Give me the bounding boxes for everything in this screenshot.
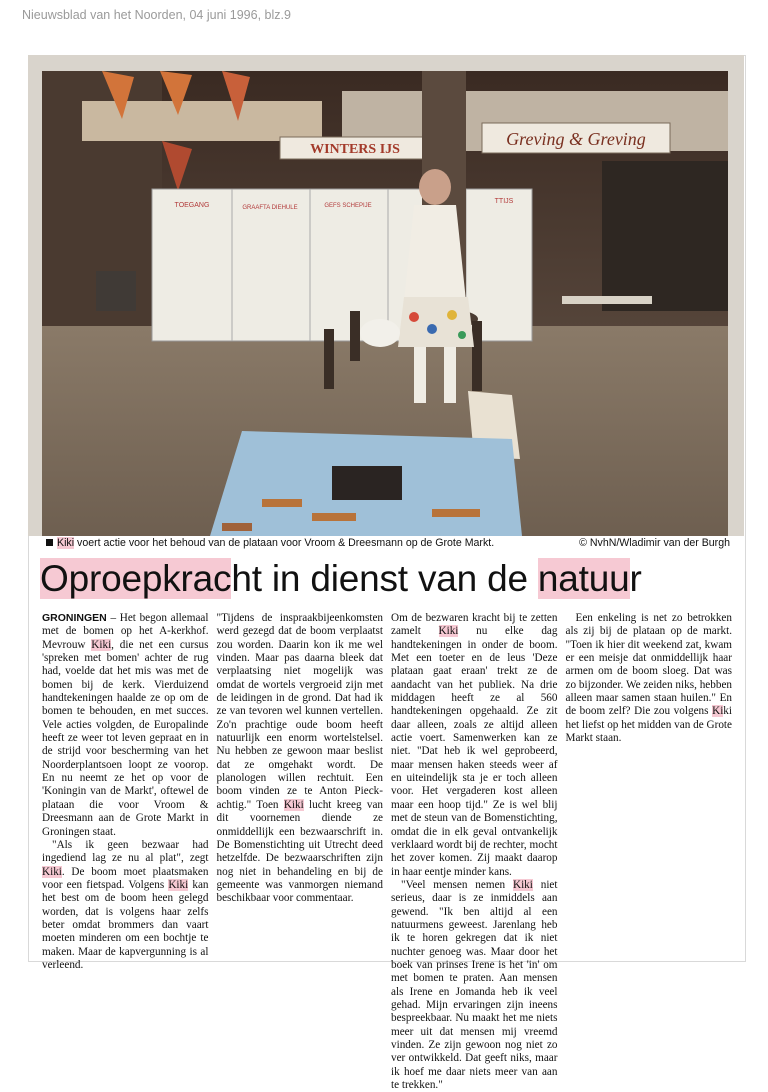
text-run: ki: [723, 705, 732, 718]
text-run: niet serieus, daar is ze inmiddels aan gewend. "Ik ben altijd al een natuurmens geweest. Jarenlang heb ik te horen gekregen dat ik niet nuchter genoeg was. Maar door het boek van prinses Irene is het 'in' om met bomen te praten. Aan mensen als Irene en Jomanda heb ik veel gehad. Mijn ervaringen zijn ineens bespreekbaar. Nu maakt het me niets meer uit dat mensen mij vreemd vinden. Ze zijn gewoon nog niet zo ver ontwikkeld. Dat geeft niks, maar ik hoef me daar niets meer van aan te trekken.": [391, 878, 558, 1092]
woman-skirt: [398, 297, 474, 347]
right-storefront: [602, 161, 728, 311]
text-run: "Als ik geen bezwaar had ingediend lag ze nu al plat", zegt: [42, 838, 209, 865]
panel-word-4: TTIJS: [494, 198, 514, 205]
skirt-dot-3: [447, 310, 457, 320]
caption-name: Kiki: [57, 537, 75, 549]
name-highlight: Ki: [712, 705, 724, 718]
bicycles: [96, 271, 136, 311]
paragraph: [42, 839, 209, 972]
brick-2: [312, 513, 356, 521]
paragraph: [42, 612, 209, 839]
headline-highlight-1: Oproepkrac: [40, 558, 232, 599]
headline: [40, 556, 740, 602]
text-run: "Tijdens de inspraakbijeenkomsten werd gezegd dat de boom verplaatst zou worden. Daarin kon ik me wel vinden. Maar pas daarna bleek dat verplaatsing niet mogelijk was omdat de wortels vergroeid zijn met de leidingen in de grond. Dat had ik ze van tevoren wel kunnen vertellen. Zo'n prachtige oude boom heeft natuurlijk een enorm wortelstelsel. Nu hebben ze gewoon maar beslist dat ze omgehakt wordt. De planologen willen rechtuit. Een boom vinden ze te Anton Pieck-achtig." Toen: [216, 612, 383, 811]
paragraph: [391, 612, 558, 879]
post-mid: [350, 311, 360, 361]
name-highlight: Kiki: [91, 638, 112, 651]
text-run: het liefst op het midden van de Grote Markt staan.: [565, 718, 732, 745]
text-run: lucht kreeg van dit voornemen diende ze onmiddellijk een bezwaarschrift in. De Bomenstichting uit Utrecht deed hetzelfde. De bezwaarschriften zijn nog niet in behandeling en bij de gemeente was vanmorgen niemand beschikbaar voor commentaar.: [216, 798, 384, 905]
photo-credit: © NvhN/Wladimir van der Burgh: [579, 537, 730, 549]
megaphone: [360, 319, 400, 347]
paragraph: [391, 879, 558, 1092]
text-run: Een enkeling is net zo betrokken als zij bij de plataan op de markt. "Toen ik hier dit weekend zat, kwam er een meisje dat onmiddellijk haar armen om de boom sloeg. Dat was zo bijzonder. We zeiden niks, hebben alleen maar samen staan huilen." En de boom zelf? Die zou volgens: [565, 612, 732, 718]
photo-frame: [28, 55, 744, 536]
text-run: – Het begon allemaal met de bomen op het A-kerkhof. Mevrouw: [42, 612, 209, 651]
brick-3: [432, 509, 480, 517]
skirt-dot-4: [458, 331, 466, 339]
name-highlight: Kiki: [438, 625, 459, 638]
photo-illustration: [42, 71, 728, 536]
headline-highlight-2: natuu: [537, 558, 630, 599]
text-run: nu elke dag handtekeningen in onder de boom. Met een toeter en de leus 'Deze plataan gaat eraan' trekt ze de aandacht van het publiek. Na drie middagen heeft ze al 560 handtekeningen opgehaald. Ze zit daar alleen, zoals ze altijd alleen actie voert. Samenwerken kan ze niet. "Dat heb ik wel geprobeerd, maar mensen haken steeds weer af en uiteindelijk sta je er toch alleen voor. Het vergaderen kost alleen maar een hoop tijd." Ze is wel blij met de steun van de Bomenstichting, omdat die in elk geval ontvankelijk verklaard wordt bij de rechter, mocht het zover komen. Zij maakt daarop in haar eentje minder kans.: [391, 625, 558, 878]
panel-word-1: TOEGANG: [174, 202, 210, 209]
caption-bullet: [46, 539, 53, 546]
photo-caption: [46, 537, 736, 553]
post-right: [472, 321, 482, 391]
woman-head: [419, 169, 451, 205]
woman-leg-right: [444, 347, 456, 403]
woman-sweater: [404, 205, 466, 301]
article-column-3: [391, 612, 558, 1092]
paragraph: [566, 612, 733, 745]
article-body: [42, 612, 732, 1092]
text-run: kan het best om de boom heen gelegd worden, dat is volgens haar zelfs beter omdat brommers dan vaart moeten minderen om een bochtje te maken. Maar de kapvergunning is al verleend.: [42, 878, 209, 971]
text-run: Om de bezwaren kracht bij te zetten zamelt: [391, 612, 558, 638]
headline-text-1: ht in dienst van de: [231, 558, 538, 599]
panel-word-2: GRAAFTA DIEHULE: [242, 205, 298, 211]
ice-sign-text: WINTERS IJS: [310, 142, 400, 157]
article-column-2: [217, 612, 384, 1092]
article-column-4: [566, 612, 733, 1092]
skirt-dot-2: [427, 324, 437, 334]
paragraph: [217, 612, 384, 906]
text-run: "Veel mensen nemen: [401, 878, 513, 891]
woman-leg-left: [414, 347, 426, 403]
dateline: GRONINGEN: [42, 612, 107, 624]
shop-sign-text: Greving & Greving: [506, 129, 646, 149]
text-run: , die net een cursus 'spreken met bomen' achter de rug had, voelde dat het mis was met de bomen bij de kerk. Vierduizend handtekeningen haalde ze op om de bomen te behouden, en met succes. Vele acties volgden, de Europalinde heeft ze weer tot leven gepraat en in de strijd voor bescherming van het Noorderplantsoen loopt ze voorop. En nu neemt ze het op voor de 'Koningin van de Markt', oftewel de plataan die voor Vroom & Dreesmann aan de Grote Markt in Groningen staat.: [42, 638, 209, 838]
name-highlight: Kiki: [168, 878, 189, 891]
name-highlight: Kiki: [512, 878, 533, 891]
bench: [562, 296, 652, 304]
brick-4: [222, 523, 252, 531]
book-on-blanket: [332, 466, 402, 500]
caption-text: voert actie voor het behoud van de plataan voor Vroom & Dreesmann op de Grote Markt.: [74, 537, 495, 549]
post-left: [324, 329, 334, 389]
source-line: Nieuwsblad van het Noorden, 04 juni 1996, blz.9: [22, 8, 291, 22]
panel-word-3: GEFS SCHEPIJE: [324, 203, 372, 209]
brick-1: [262, 499, 302, 507]
skirt-dot-1: [409, 312, 419, 322]
name-highlight: Kiki: [42, 865, 62, 878]
name-highlight: Kiki: [283, 798, 304, 811]
headline-text-2: r: [629, 558, 642, 599]
article-column-1: [42, 612, 209, 1092]
news-photo: [42, 71, 728, 536]
text-run: . De boom moet plaatsmaken voor een fietspad. Volgens: [42, 865, 209, 891]
